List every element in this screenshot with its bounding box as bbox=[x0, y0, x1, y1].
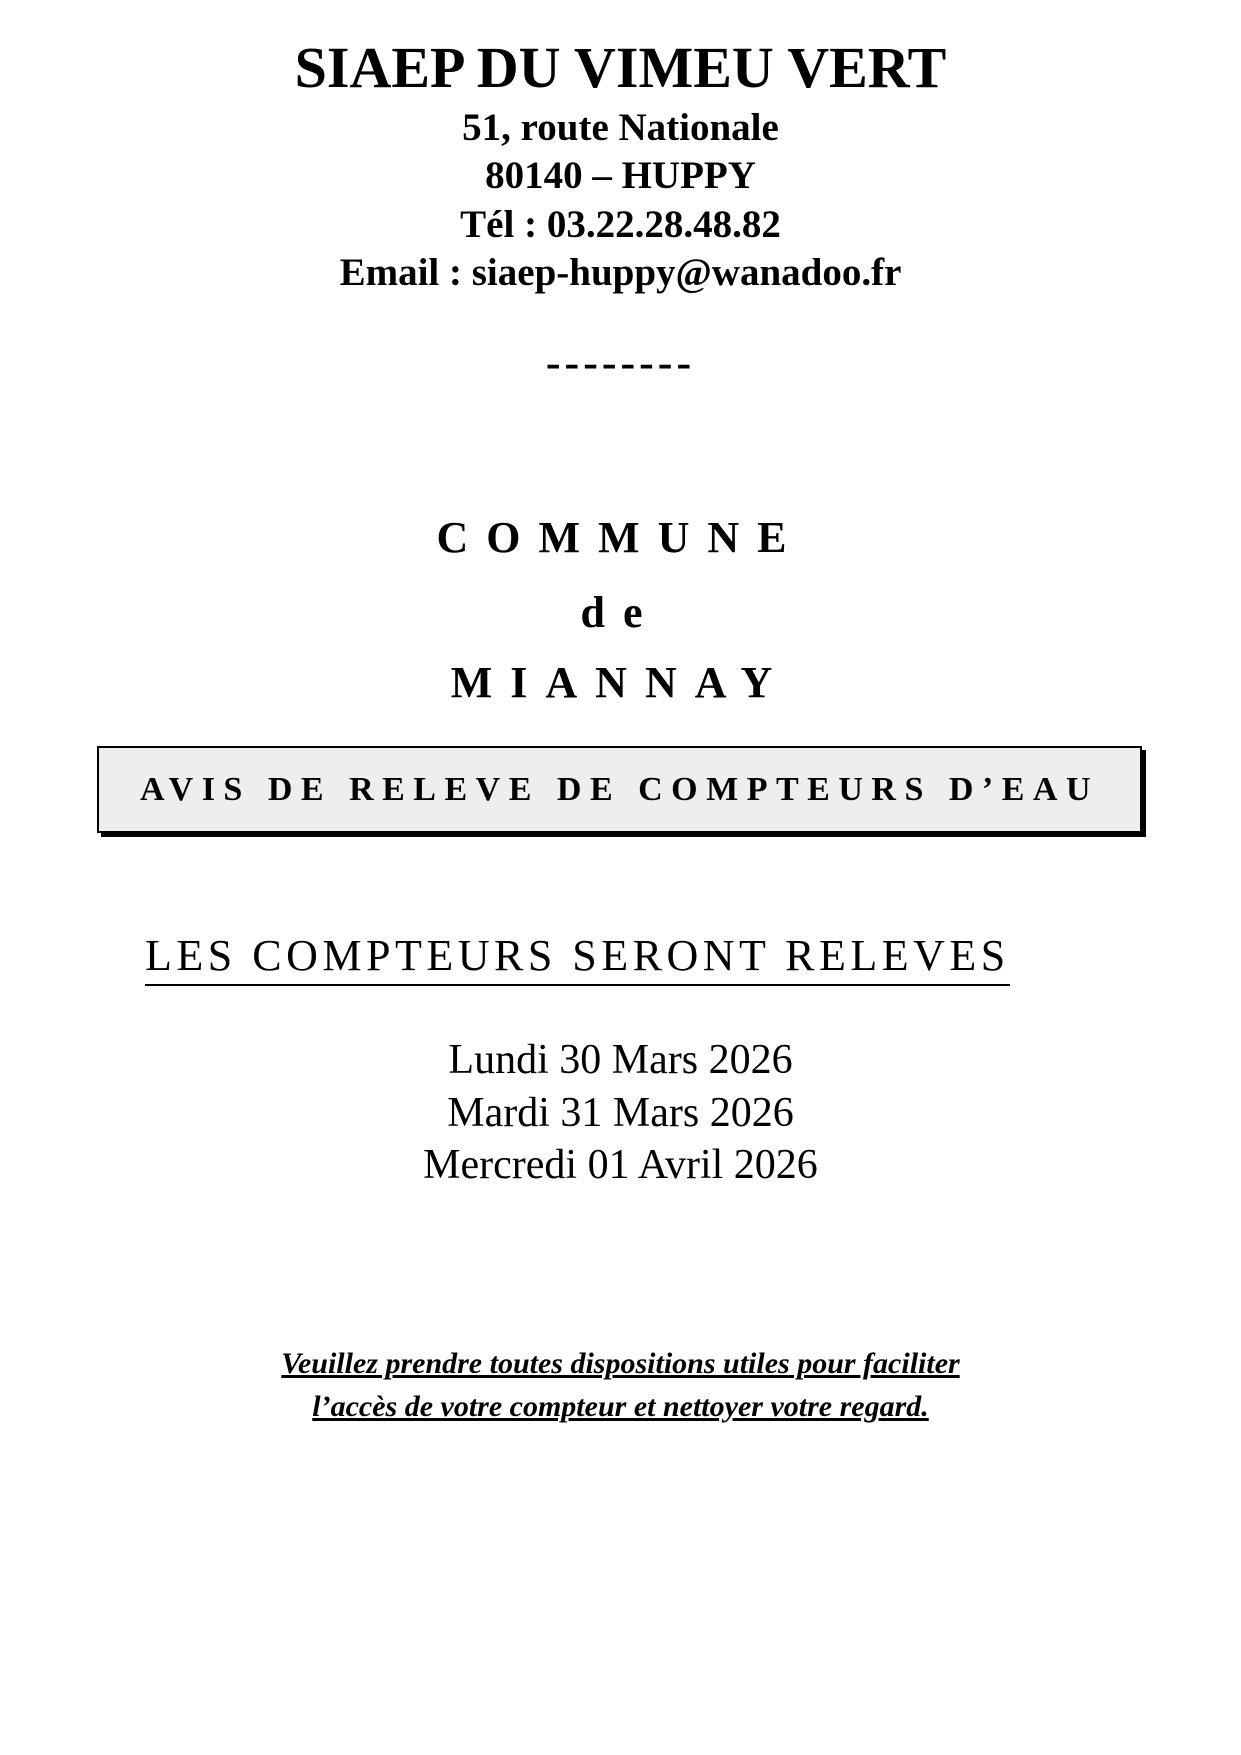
footer-instruction-line-2 bbox=[0, 1388, 1241, 1426]
organization-city: 80140 – HUPPY bbox=[485, 154, 756, 197]
reading-date: Mercredi 01 Avril 2026 bbox=[423, 1142, 818, 1188]
organization-email: Email : siaep-huppy@wanadoo.fr bbox=[339, 251, 902, 294]
schedule-heading: LES COMPTEURS SERONT RELEVES bbox=[145, 928, 1010, 986]
notice-title-box bbox=[97, 746, 1142, 833]
commune-title: COMMUNE bbox=[436, 513, 805, 562]
organization-phone: Tél : 03.22.28.48.82 bbox=[460, 203, 781, 246]
commune-name: MIANNAY bbox=[450, 658, 791, 707]
organization-name: SIAEP DU VIMEU VERT bbox=[294, 35, 947, 100]
footer-instruction-text: l’accès de votre compteur et nettoyer votre regard. bbox=[312, 1390, 929, 1423]
reading-date: Lundi 30 Mars 2026 bbox=[448, 1037, 793, 1083]
commune-preposition: de bbox=[580, 588, 661, 637]
footer-instruction-line-1 bbox=[0, 1345, 1241, 1383]
organization-address: 51, route Nationale bbox=[462, 106, 779, 149]
notice-title: AVIS DE RELEVE DE COMPTEURS D’EAU bbox=[139, 771, 1100, 808]
footer-instruction-text: Veuillez prendre toutes dispositions utiles pour faciliter bbox=[281, 1347, 960, 1380]
reading-date: Mardi 31 Mars 2026 bbox=[447, 1090, 794, 1136]
header-separator: -------- bbox=[545, 338, 696, 387]
